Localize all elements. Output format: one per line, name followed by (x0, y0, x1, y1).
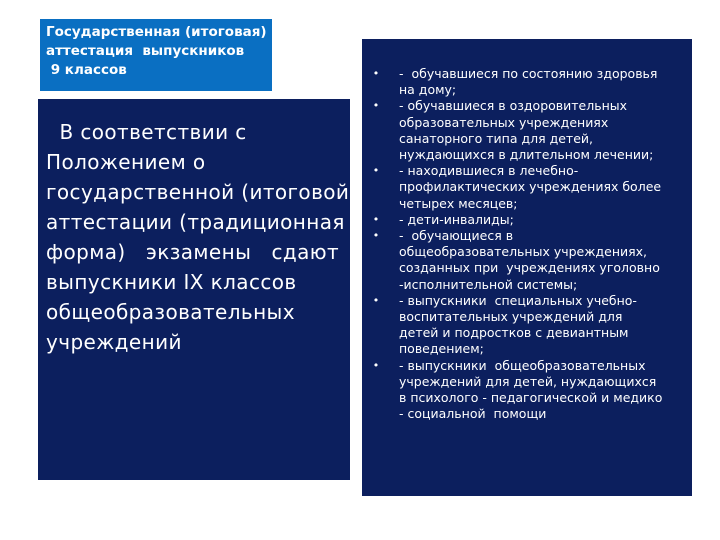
list-item-line: образовательных учреждениях (399, 114, 609, 130)
slide-title (40, 19, 272, 91)
list-item (362, 98, 692, 163)
list-item-line: в психолого - педагогической и медико (399, 390, 663, 406)
left-text-line: Положением о (46, 150, 206, 174)
list-item (362, 293, 692, 358)
list-item-line: учреждений для детей, нуждающихся (399, 373, 657, 389)
right-list-panel (362, 39, 692, 496)
list-item-line: - выпускники общеобразовательных (399, 357, 646, 373)
bullet-icon: • (372, 67, 380, 80)
list-item-line: - находившиеся в лечебно- (399, 163, 579, 179)
list-item-line: -исполнительной системы; (399, 276, 578, 292)
list-item (362, 358, 692, 423)
list-item-line: - обучавшиеся в оздоровительных (399, 98, 628, 114)
list-item-line: - дети-инвалиды; (399, 211, 514, 227)
list-item-line: нуждающихся в длительном лечении; (399, 147, 654, 163)
list-item-line: общеобразовательных учреждениях, (399, 244, 648, 260)
left-text-line: аттестации (традиционная (46, 210, 345, 234)
bullet-icon: • (372, 212, 380, 226)
bullet-icon: • (372, 164, 380, 178)
list-item-line: четырех месяцев; (399, 195, 518, 211)
left-text-panel (38, 99, 358, 480)
bullet-icon: • (372, 358, 380, 372)
left-text-line: государственной (итоговой) (46, 180, 358, 204)
list-item-line: детей и подростков с девиантным (399, 325, 629, 341)
list-item (362, 212, 692, 228)
list-item-line: - обучавшиеся по состоянию здоровья (399, 66, 658, 81)
list-item (362, 163, 692, 212)
title-line: 9 классов (46, 62, 127, 78)
left-text-line: В соответствии с (46, 120, 247, 144)
list-item-line: - выпускники специальных учебно- (399, 292, 637, 308)
list-item-line: профилактических учреждениях более (399, 179, 662, 195)
title-line: Государственная (итоговая) (46, 24, 267, 40)
list-item-line: воспитательных учреждений для (399, 309, 623, 325)
list-item-line: на дому; (399, 82, 457, 98)
title-line: аттестация выпускников (46, 43, 245, 59)
bullet-icon: • (372, 229, 380, 243)
bullet-icon: • (372, 293, 380, 307)
left-text-line: выпускники IX классов (46, 270, 297, 294)
left-text-line: учреждений (46, 330, 182, 354)
list-item-line: санаторного типа для детей, (399, 130, 593, 146)
bullet-icon: • (372, 99, 380, 113)
left-text-line: форма) экзамены сдают (46, 240, 340, 264)
list-item-line: поведением; (399, 341, 484, 357)
list-item (362, 66, 692, 98)
list-item-line: созданных при учреждениях уголовно (399, 260, 660, 276)
list-item (362, 228, 692, 293)
list-item-line: - обучающиеся в (399, 228, 514, 244)
list-item-line: - социальной помощи (399, 406, 547, 422)
left-text-line: общеобразовательных (46, 300, 295, 324)
